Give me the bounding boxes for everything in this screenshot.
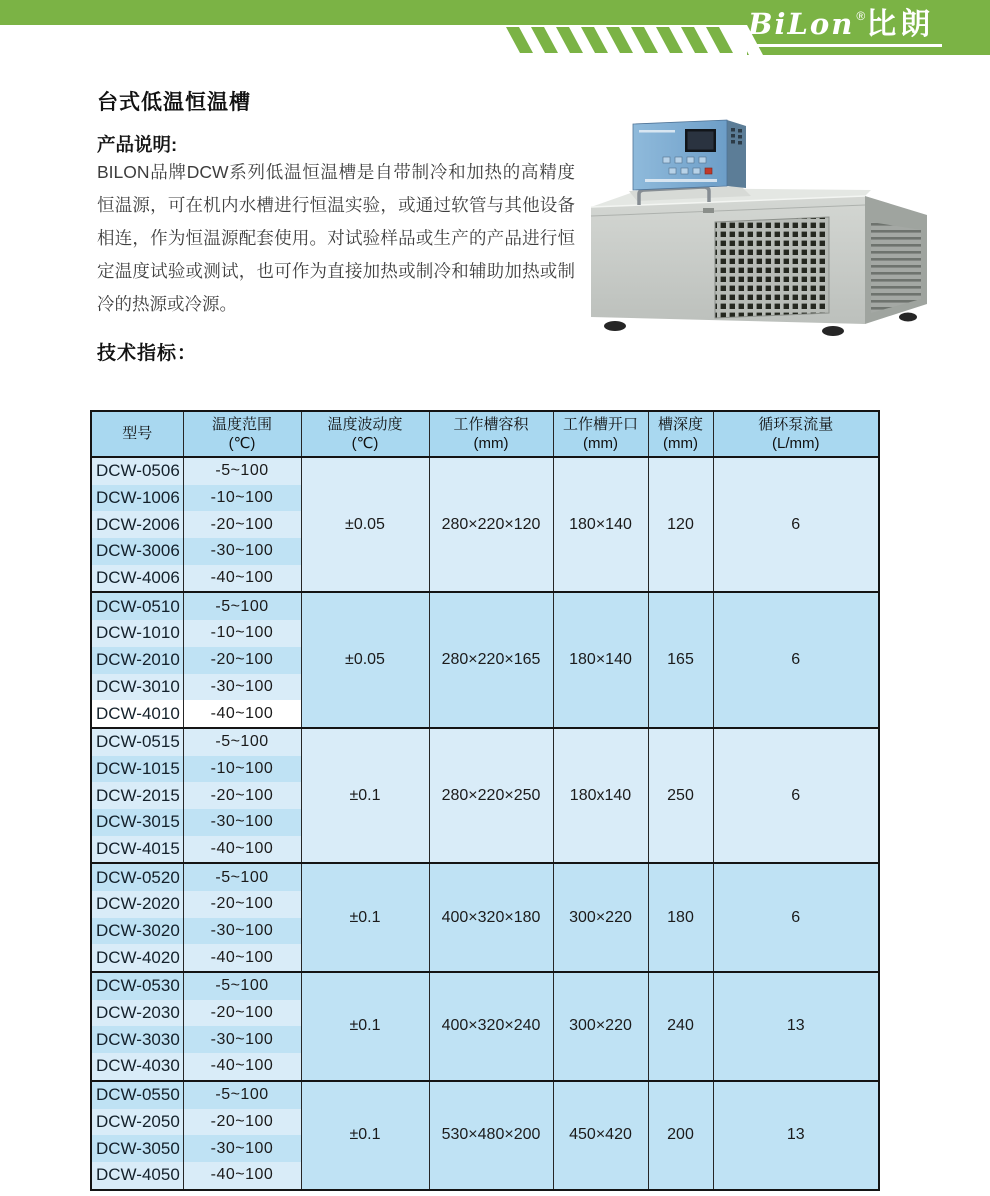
temp-range-cell: -20~100: [183, 1000, 301, 1027]
model-cell: DCW-2015: [91, 782, 183, 809]
spec-table-body: [91, 457, 879, 1190]
page-title: 台式低温恒温槽: [97, 91, 251, 114]
model-cell: DCW-3050: [91, 1135, 183, 1162]
model-cell: DCW-2010: [91, 647, 183, 674]
pump-flow-cell: 6: [713, 592, 879, 727]
description-heading: 产品说明:: [97, 134, 178, 155]
temp-range-cell: -20~100: [183, 1109, 301, 1136]
temp-range-cell: -5~100: [183, 457, 301, 485]
fluctuation-cell: ±0.1: [301, 1081, 429, 1190]
temp-range-cell: -20~100: [183, 647, 301, 674]
model-cell: DCW-1015: [91, 756, 183, 783]
model-cell: DCW-4006: [91, 565, 183, 593]
model-cell: DCW-3030: [91, 1026, 183, 1053]
temp-range-cell: -40~100: [183, 1162, 301, 1190]
column-header: 循环泵流量 (L/mm): [713, 411, 879, 457]
temp-range-cell: -40~100: [183, 1053, 301, 1081]
tank-depth-cell: 250: [648, 728, 713, 863]
model-cell: DCW-2050: [91, 1109, 183, 1136]
fluctuation-cell: ±0.05: [301, 457, 429, 592]
tank-depth-cell: 200: [648, 1081, 713, 1190]
model-cell: DCW-4020: [91, 944, 183, 972]
tank-depth-cell: 120: [648, 457, 713, 592]
model-cell: DCW-4030: [91, 1053, 183, 1081]
tank-volume-cell: 400×320×240: [429, 972, 553, 1081]
tank-volume-cell: 280×220×120: [429, 457, 553, 592]
temp-range-cell: -30~100: [183, 538, 301, 565]
tank-volume-cell: 280×220×165: [429, 592, 553, 727]
pump-flow-cell: 6: [713, 457, 879, 592]
table-row: [91, 1081, 879, 1109]
specs-heading: 技术指标：: [97, 343, 198, 364]
temp-range-cell: -40~100: [183, 565, 301, 593]
model-cell: DCW-3020: [91, 918, 183, 945]
column-header: 温度范围 (℃): [183, 411, 301, 457]
tank-depth-cell: 240: [648, 972, 713, 1081]
brand-logo-text: [746, 6, 942, 47]
tank-opening-cell: 180x140: [553, 728, 648, 863]
product-description: BILON品牌DCW系列低温恒温槽是自带制冷和加热的高精度恒温源，可在机内水槽进行恒温实验，或通过软管与其他设备相连，作为恒温源配套使用。对试验样品或生产的产品进行恒定温度试验或测试，也可作为直接加热或制冷和辅助加热或制冷的热源或冷源。: [97, 162, 575, 314]
thermostatic-bath-image: [575, 95, 975, 340]
tank-opening-cell: 450×420: [553, 1081, 648, 1190]
column-header: 工作槽容积 (mm): [429, 411, 553, 457]
temp-range-cell: -40~100: [183, 944, 301, 972]
model-cell: DCW-3006: [91, 538, 183, 565]
temp-range-cell: -20~100: [183, 782, 301, 809]
temp-range-cell: -40~100: [183, 836, 301, 864]
spec-table: [90, 410, 880, 1191]
header-row: [91, 411, 879, 457]
column-header: 型号: [91, 411, 183, 457]
temp-range-cell: -30~100: [183, 918, 301, 945]
brand-name-cn: 比朗: [866, 7, 935, 41]
temp-range-cell: -20~100: [183, 511, 301, 538]
pump-flow-cell: 13: [713, 972, 879, 1081]
spec-table-head: [91, 411, 879, 457]
model-cell: DCW-2030: [91, 1000, 183, 1027]
temp-range-cell: -10~100: [183, 756, 301, 783]
temp-range-cell: -5~100: [183, 972, 301, 1000]
column-header: 槽深度 (mm): [648, 411, 713, 457]
model-cell: DCW-2006: [91, 511, 183, 538]
temp-range-cell: -5~100: [183, 592, 301, 620]
fluctuation-cell: ±0.1: [301, 972, 429, 1081]
tank-opening-cell: 300×220: [553, 863, 648, 972]
tank-depth-cell: 180: [648, 863, 713, 972]
temp-range-cell: -10~100: [183, 485, 301, 512]
tank-opening-cell: 180×140: [553, 457, 648, 592]
brand-name-en: BiLon: [748, 6, 855, 41]
pump-flow-cell: 6: [713, 863, 879, 972]
pump-flow-cell: 13: [713, 1081, 879, 1190]
model-cell: DCW-4015: [91, 836, 183, 864]
model-cell: DCW-4010: [91, 700, 183, 728]
temp-range-cell: -5~100: [183, 863, 301, 891]
table-row: [91, 972, 879, 1000]
column-header: 温度波动度 (℃): [301, 411, 429, 457]
model-cell: DCW-0510: [91, 592, 183, 620]
model-cell: DCW-0506: [91, 457, 183, 485]
fluctuation-cell: ±0.1: [301, 863, 429, 972]
fluctuation-cell: ±0.1: [301, 728, 429, 863]
model-cell: DCW-0520: [91, 863, 183, 891]
tank-opening-cell: 180×140: [553, 592, 648, 727]
model-cell: DCW-0515: [91, 728, 183, 756]
fluctuation-cell: ±0.05: [301, 592, 429, 727]
model-cell: DCW-1010: [91, 620, 183, 647]
brand-logo: [746, 2, 986, 54]
product-photo: [575, 95, 975, 340]
model-cell: DCW-0550: [91, 1081, 183, 1109]
table-row: [91, 592, 879, 620]
temp-range-cell: -10~100: [183, 620, 301, 647]
temp-range-cell: -5~100: [183, 728, 301, 756]
registered-trademark-icon: ®: [856, 8, 866, 23]
table-row: [91, 728, 879, 756]
table-row: [91, 457, 879, 485]
tank-opening-cell: 300×220: [553, 972, 648, 1081]
temp-range-cell: -30~100: [183, 674, 301, 701]
model-cell: DCW-4050: [91, 1162, 183, 1190]
temp-range-cell: -30~100: [183, 1026, 301, 1053]
tank-depth-cell: 165: [648, 592, 713, 727]
model-cell: DCW-3015: [91, 809, 183, 836]
table-row: [91, 863, 879, 891]
temp-range-cell: -5~100: [183, 1081, 301, 1109]
tank-volume-cell: 530×480×200: [429, 1081, 553, 1190]
temp-range-cell: -30~100: [183, 1135, 301, 1162]
tank-volume-cell: 280×220×250: [429, 728, 553, 863]
model-cell: DCW-1006: [91, 485, 183, 512]
model-cell: DCW-0530: [91, 972, 183, 1000]
tank-volume-cell: 400×320×180: [429, 863, 553, 972]
pump-flow-cell: 6: [713, 728, 879, 863]
temp-range-cell: -30~100: [183, 809, 301, 836]
model-cell: DCW-3010: [91, 674, 183, 701]
column-header: 工作槽开口 (mm): [553, 411, 648, 457]
model-cell: DCW-2020: [91, 891, 183, 918]
temp-range-cell: -20~100: [183, 891, 301, 918]
temp-range-cell: -40~100: [183, 700, 301, 728]
